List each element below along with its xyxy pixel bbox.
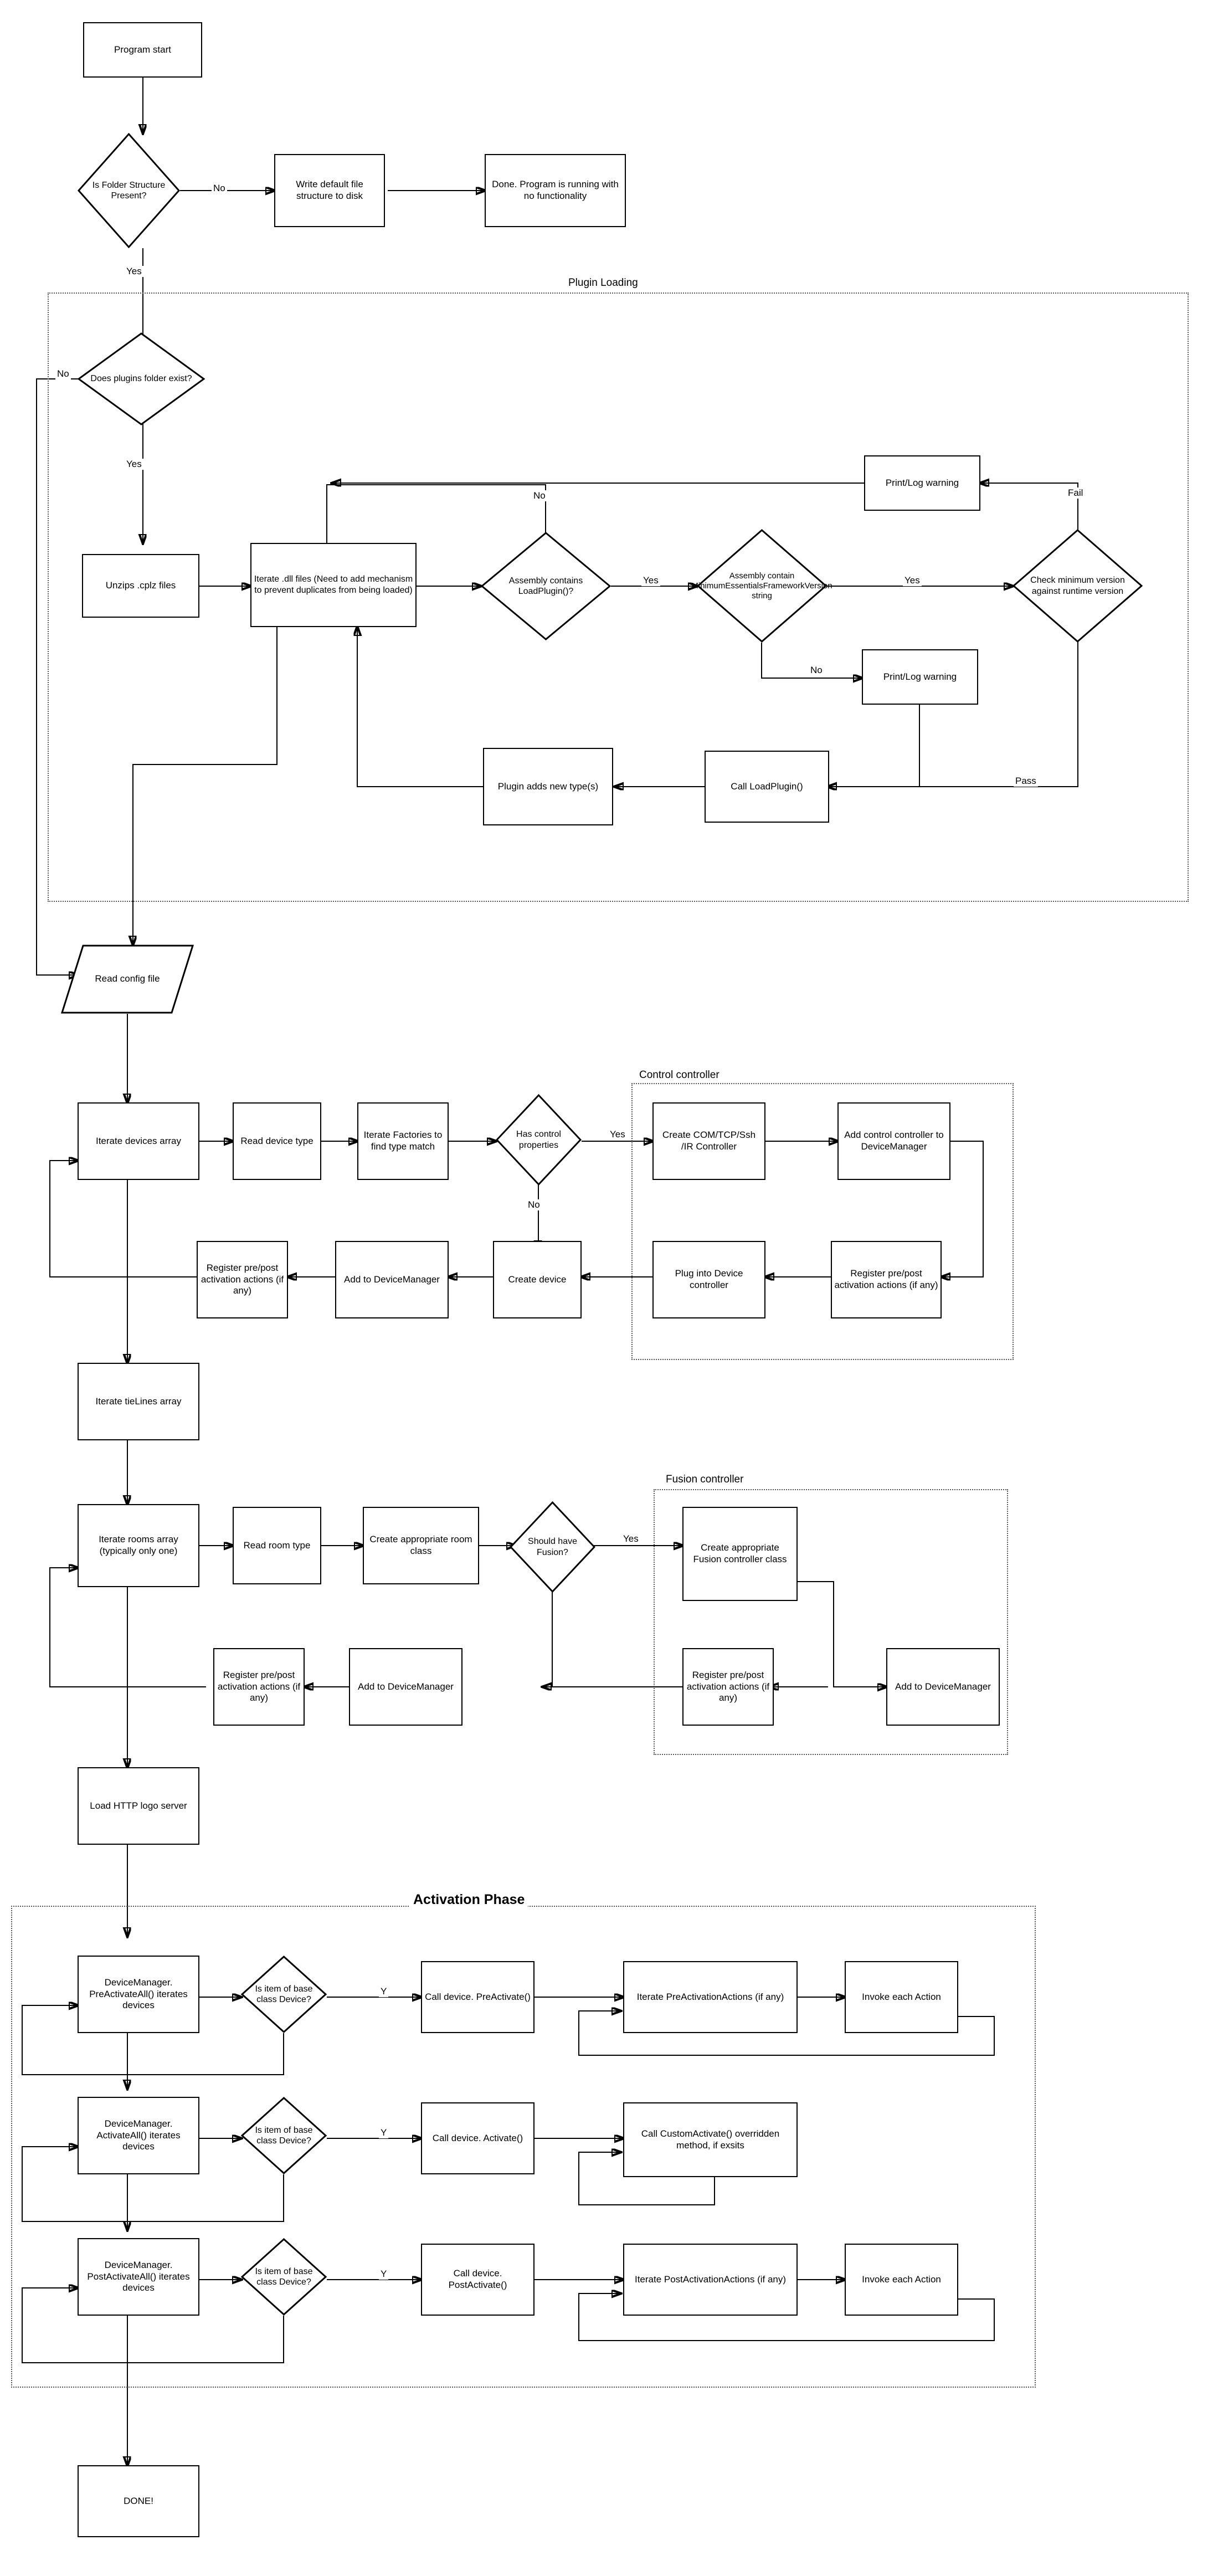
edge-label-y-2: Y [379,2127,388,2138]
node-postactivateall: DeviceManager. PostActivateAll() iterates devices [78,2238,199,2316]
node-activateall: DeviceManager. ActivateAll() iterates devices [78,2097,199,2174]
edge-label-fail: Fail [1066,488,1085,499]
edge-label-no-2: No [55,368,71,379]
node-iterate-rooms-array: Iterate rooms array (typically only one) [78,1504,199,1587]
node-done-no-functionality: Done. Program is running with no functionality [485,154,626,227]
node-is-item-base-device-1-label: Is item of base class Device? [255,1984,313,2004]
node-create-appropriate-room-class: Create appropriate room class [363,1507,479,1584]
edge-label-yes-2: Yes [125,459,143,470]
node-assembly-contains-loadplugin-label: Assembly contains LoadPlugin()? [508,576,583,596]
node-does-plugins-folder-exist [78,332,205,425]
node-is-item-base-device-3 [241,2238,327,2316]
node-is-folder-structure-present-label: Is Folder Structure Present? [92,180,166,201]
node-is-item-base-device-2 [241,2097,327,2174]
edge-label-y-1: Y [379,1986,388,1997]
node-is-item-base-device-2-label: Is item of base class Device? [255,2125,313,2146]
node-add-to-devicemanager-device: Add to DeviceManager [335,1241,449,1318]
node-iterate-factories: Iterate Factories to find type match [357,1102,449,1180]
node-plugin-adds-new-types: Plugin adds new type(s) [483,748,613,825]
node-iterate-preactivationactions: Iterate PreActivationActions (if any) [623,1961,798,2033]
node-load-http-logo-server: Load HTTP logo server [78,1767,199,1845]
edge-label-pass: Pass [1014,776,1038,787]
edge-label-no-3: No [532,490,547,501]
edge-label-no-4: No [809,665,824,676]
node-call-customactivate: Call CustomActivate() overridden method, if exsits [623,2102,798,2177]
node-iterate-dll-files: Iterate .dll files (Need to add mechanism to prevent duplicates from being loaded) [250,543,417,627]
node-should-have-fusion-label: Should have Fusion? [528,1537,577,1557]
node-add-to-devicemanager-fusion: Add to DeviceManager [886,1648,1000,1726]
edge-label-yes-fusion: Yes [621,1533,640,1544]
node-read-config-file-label: Read config file [95,973,160,984]
node-register-prepost-control: Register pre/post activation actions (if any) [831,1241,942,1318]
node-invoke-each-action-1: Invoke each Action [845,1961,958,2033]
node-call-device-postactivate: Call device. PostActivate() [421,2244,535,2316]
node-read-config-file [61,945,194,1014]
node-call-device-activate: Call device. Activate() [421,2102,535,2174]
node-call-loadplugin: Call LoadPlugin() [705,751,829,823]
group-activation-phase-label: Activation Phase [410,1892,528,1908]
node-print-log-warning-top: Print/Log warning [864,455,980,511]
node-done: DONE! [78,2465,199,2537]
node-add-control-controller-to-devicemanager: Add control controller to DeviceManager [837,1102,950,1180]
node-is-item-base-device-1 [241,1956,327,2033]
node-print-log-warning-mid: Print/Log warning [862,649,978,705]
node-does-plugins-folder-exist-label: Does plugins folder exist? [90,374,192,384]
edge-label-yes-control: Yes [608,1129,627,1140]
node-write-default-file-structure: Write default file structure to disk [274,154,385,227]
node-assembly-contains-loadplugin [481,532,611,640]
group-fusion-controller-label: Fusion controller [662,1474,747,1486]
group-control-controller-label: Control controller [636,1069,723,1081]
node-read-device-type: Read device type [233,1102,321,1180]
node-create-com-tcp-ssh-ir-controller: Create COM/TCP/Ssh /IR Controller [652,1102,765,1180]
node-preactivateall: DeviceManager. PreActivateAll() iterates devices [78,1956,199,2033]
node-create-fusion-controller-class: Create appropriate Fusion controller class [682,1507,798,1601]
node-read-room-type: Read room type [233,1507,321,1584]
node-register-prepost-device: Register pre/post activation actions (if any) [197,1241,288,1318]
node-plug-into-device-controller: Plug into Device controller [652,1241,765,1318]
node-iterate-devices-array: Iterate devices array [78,1102,199,1180]
edge-label-y-3: Y [379,2269,388,2280]
node-should-have-fusion [510,1501,595,1593]
node-has-control-properties-label: Has control properties [516,1130,561,1150]
node-register-prepost-room: Register pre/post activation actions (if any) [213,1648,305,1726]
node-call-device-preactivate: Call device. PreActivate() [421,1961,535,2033]
node-check-minimum-version-label: Check minimum version against runtime version [1030,576,1125,596]
node-check-minimum-version [1013,529,1143,643]
node-create-device: Create device [493,1241,582,1318]
edge-label-yes-3: Yes [641,575,660,586]
group-plugin-loading-label: Plugin Loading [565,277,641,289]
edge-label-no-1: No [212,183,227,194]
node-iterate-tielines-array: Iterate tieLines array [78,1363,199,1440]
node-assembly-contains-minimum-essentials-label: Assembly contain MinimumEssentialsFrameworkVersion string [691,571,832,601]
node-register-prepost-fusion: Register pre/post activation actions (if any) [682,1648,774,1726]
node-has-control-properties [496,1094,582,1186]
node-unzips-cplz: Unzips .cplz files [82,554,199,618]
node-invoke-each-action-2: Invoke each Action [845,2244,958,2316]
node-assembly-contains-minimum-essentials [691,529,832,643]
node-is-item-base-device-3-label: Is item of base class Device? [255,2266,313,2287]
edge-label-no-control: No [526,1199,542,1210]
node-iterate-postactivationactions: Iterate PostActivationActions (if any) [623,2244,798,2316]
edge-label-yes-1: Yes [125,266,143,277]
node-program-start: Program start [83,22,202,78]
node-is-folder-structure-present [78,133,180,248]
edge-label-yes-4: Yes [903,575,922,586]
node-add-to-devicemanager-room: Add to DeviceManager [349,1648,462,1726]
